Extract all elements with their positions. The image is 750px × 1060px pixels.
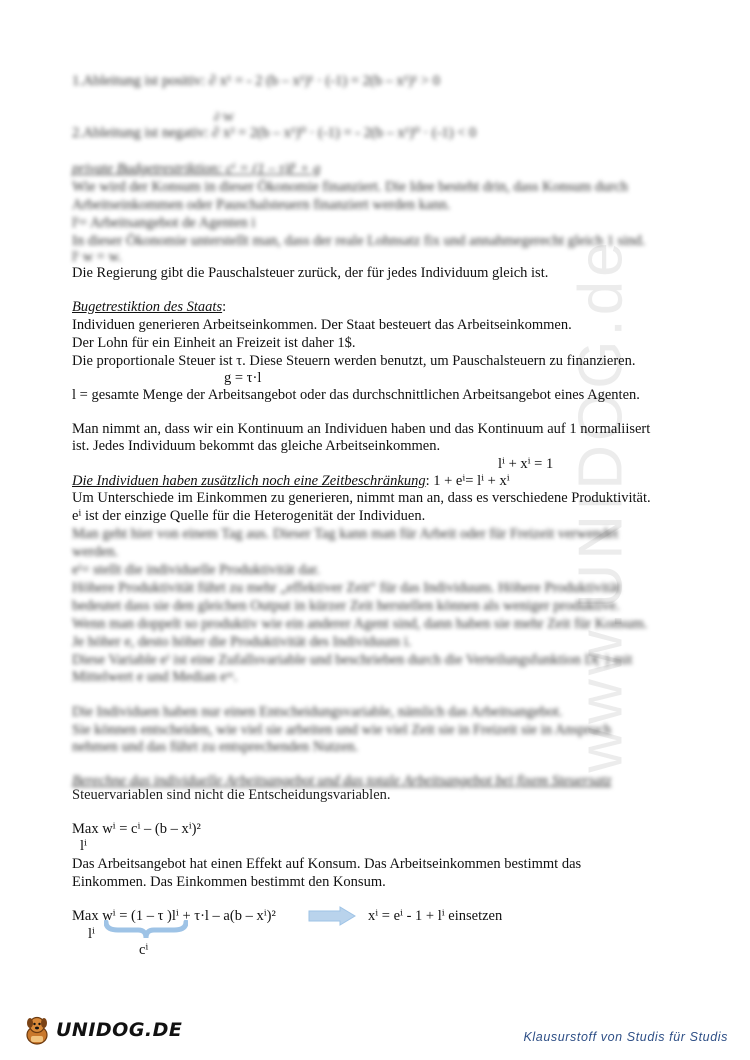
blurred-line: lⁱ= Arbeitsangebot de Agenten i bbox=[72, 215, 256, 231]
blurred-line: Die Individuen haben nur einen Entscheidungsvariable, nämlich das Arbeitsangebot. bbox=[72, 704, 563, 720]
section-heading-state-budget bbox=[72, 298, 226, 316]
paragraph: Um Unterschiede im Einkommen zu generieren, nimmt man an, dass es verschiedene Produktivität. bbox=[72, 490, 651, 506]
logo-text: UNIDOG.DE bbox=[56, 1019, 183, 1041]
dog-mascot-icon bbox=[22, 1014, 52, 1046]
blurred-line: Mittelwert e und Median eᵐ. bbox=[72, 669, 238, 685]
blurred-line: werden. bbox=[72, 544, 119, 560]
blurred-line: Man geht hier von einem Tag aus. Dieser Tag kann man für Arbeit oder für Freizeit verwendet bbox=[72, 526, 619, 542]
heading-text: Bugetrestiktion des Staats bbox=[72, 299, 223, 315]
equation-g: g = τ·l bbox=[224, 370, 262, 386]
paragraph: ist. Jedes Individuum bekommt das gleiche Arbeitseinkommen. bbox=[72, 438, 441, 454]
watermark: www.UNIDOG.de bbox=[566, 238, 636, 773]
blurred-line: Wie wird der Konsum in dieser Ökonomie finanziert. Die Idee besteht drin, dass Konsum durch bbox=[72, 179, 628, 195]
paragraph: Einkommen. Das Einkommen bestimmt den Konsum. bbox=[72, 874, 386, 890]
blurred-line: bedeutet dass sie den gleichen Output in kürzer Zeit herstellen können als weniger produktive. bbox=[72, 598, 620, 614]
right-arrow-icon bbox=[308, 906, 356, 926]
blurred-derivative-2: 2.Ableitung ist negativ: ∂ x² = 2(b – x¹)⁰ · (-1) = - 2(b – x¹)⁰ · (-1) < 0 bbox=[72, 125, 477, 141]
paragraph: Die Regierung gibt die Pauschalsteuer zurück, der für jedes Individuum gleich ist. bbox=[72, 265, 549, 281]
blurred-task-heading: Berechne das individuelle Arbeitsangebot und das totale Arbeitsangebot bei fixem Steuersatz bbox=[72, 773, 612, 789]
blurred-line: Höhere Produktivität führt zu mehr „effektiver Zeit“ für das Individuum. Höhere Produktivität bbox=[72, 580, 621, 596]
heading-equation: : 1 + eⁱ= lⁱ + xⁱ bbox=[425, 473, 510, 489]
section-heading-time-constraint bbox=[72, 472, 510, 490]
equation-time: lⁱ + xⁱ = 1 bbox=[498, 456, 554, 472]
heading-colon: : bbox=[222, 299, 227, 315]
paragraph: l = gesamte Menge der Arbeitsangebot oder das durchschnittlichen Arbeitsangebot eines Agenten. bbox=[72, 387, 640, 403]
paragraph-partially-covered: Steuervariablen sind nicht die Entscheidungsvariablen. bbox=[72, 787, 391, 803]
brace-label-ci: cⁱ bbox=[139, 942, 149, 958]
blurred-line: eⁱ= stellt die individuelle Produktivität dar. bbox=[72, 562, 320, 578]
blurred-line: nehmen und das führt zu entsprechenden Nutzen. bbox=[72, 739, 359, 755]
paragraph: Individuen generieren Arbeitseinkommen. Der Staat besteuert das Arbeitseinkommen. bbox=[72, 317, 572, 333]
formula-leisure-substitution: xⁱ = eⁱ - 1 + lⁱ einsetzen bbox=[368, 908, 503, 924]
paragraph: eⁱ ist der einzige Quelle für die Heterogenität der Individuen. bbox=[72, 508, 426, 524]
paragraph: Der Lohn für ein Einheit an Freizeit ist daher 1$. bbox=[72, 335, 356, 351]
blurred-line: Je höher e, desto höher die Produktivität des Individuum i. bbox=[72, 634, 412, 650]
blurred-dw: ∂ W bbox=[214, 110, 235, 124]
blurred-line: Arbeitseinkommen oder Pauschalsteuern finanziert werden kann. bbox=[72, 197, 451, 213]
footer-tagline: Klausurstoff von Studis für Studis bbox=[523, 1030, 728, 1044]
blurred-line: lⁱ w = w. bbox=[72, 249, 122, 265]
unidog-logo[interactable] bbox=[22, 1014, 182, 1046]
blurred-line: In dieser Ökonomie unterstellt man, dass der reale Lohnsatz fix und annahmegerecht gleich 1 sind. bbox=[72, 233, 646, 249]
formula-max-utility: Max wⁱ = cⁱ – (b – xⁱ)² bbox=[72, 821, 201, 837]
paragraph: Man nimmt an, dass wir ein Kontinuum an Individuen haben und das Kontinuum auf 1 normaliisert bbox=[72, 421, 651, 437]
formula-subscript-li: lⁱ bbox=[88, 926, 95, 942]
brace-icon bbox=[104, 920, 188, 942]
formula-subscript-li: lⁱ bbox=[80, 838, 87, 854]
formula-max-utility-expanded: Max wⁱ = (1 – τ )lⁱ + τ·l – a(b – xⁱ)² bbox=[72, 908, 276, 924]
blurred-derivative-1: 1.Ableitung ist positiv: ∂ x¹ = - 2 (b – x¹)¹ · (-1) = 2(b – x¹)¹ > 0 bbox=[72, 73, 440, 89]
heading-text: Die Individuen haben zusätzlich noch eine Zeitbeschränkung bbox=[72, 473, 426, 489]
blurred-line: Sie können entscheiden, wie viel sie arbeiten und wie viel Zeit sie in Freizeit sie in Anspruch bbox=[72, 722, 612, 738]
blurred-line: Wenn man doppelt so produktiv wie ein anderer Agent sind, dann haben sie mehr Zeit für Konsum. bbox=[72, 616, 648, 632]
blurred-budget-heading: private Budgetrestriktion: cⁱ = (1 – τ)lⁱ + g bbox=[72, 161, 321, 177]
paragraph: Das Arbeitsangebot hat einen Effekt auf Konsum. Das Arbeitseinkommen bestimmt das bbox=[72, 856, 582, 872]
paragraph: Die proportionale Steuer ist τ. Diese Steuern werden benutzt, um Pauschalsteuern zu finanzieren. bbox=[72, 353, 636, 369]
blurred-line: Diese Variable eⁱ ist eine Zufallsvariable und beschrieben durch die Verteilungsfunktion D(·) mit bbox=[72, 652, 633, 668]
